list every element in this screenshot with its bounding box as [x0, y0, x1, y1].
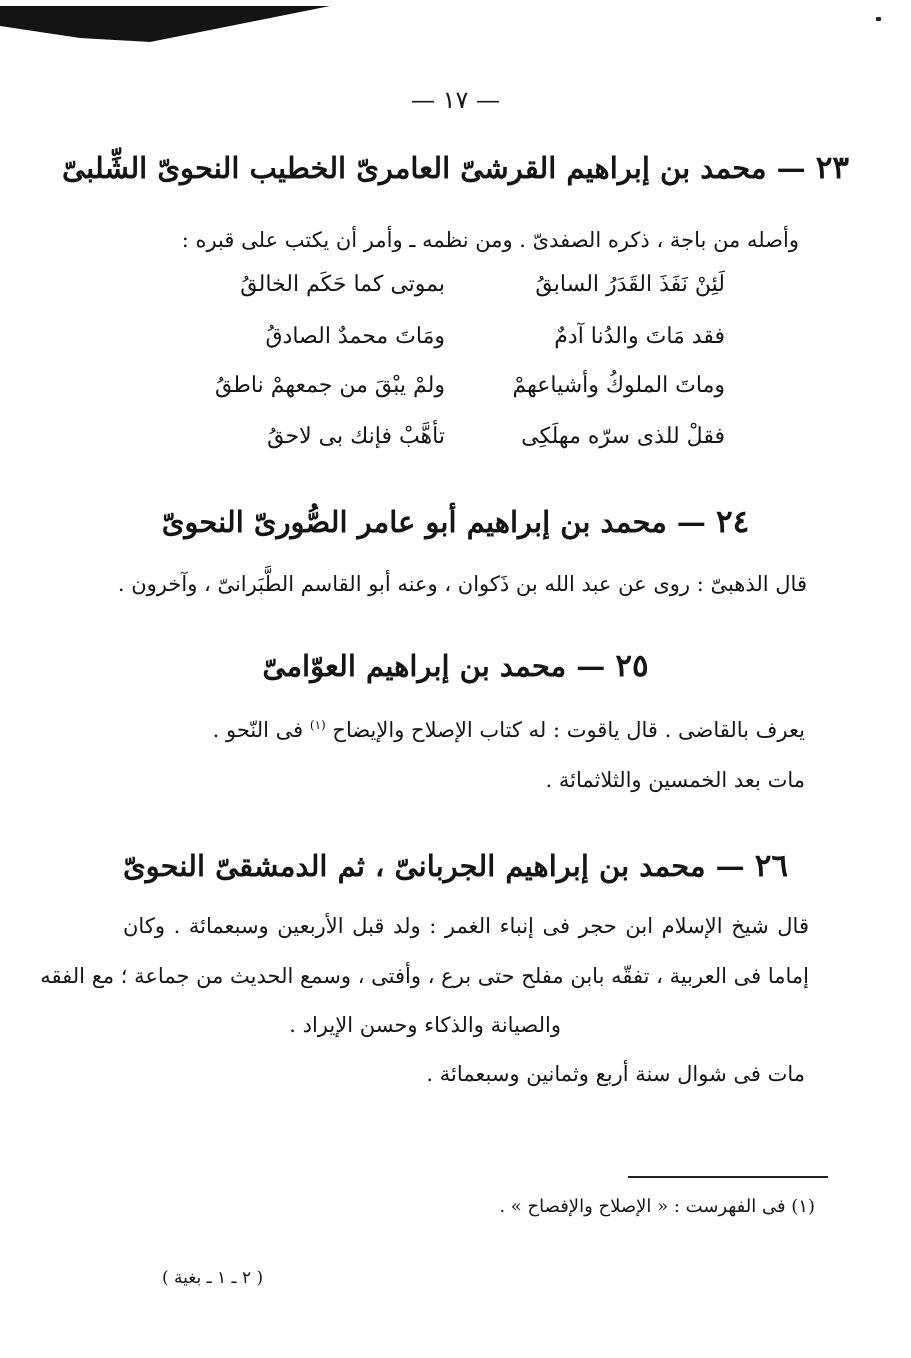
- entry-number: ٢٥: [615, 648, 649, 684]
- page-number: — ١٧ —: [410, 86, 501, 114]
- verse-hemistich-first: لَئِنْ نَفَذَ القَدَرُ السابقُ: [535, 272, 725, 297]
- verse-hemistich-second: ولمْ يبْقَ من جمعهمْ ناطقُ: [215, 373, 445, 398]
- verse-hemistich-second: تأهَّبْ فإنك بى لاحقُ: [267, 424, 445, 449]
- entry-name: محمد بن إبراهيم أبو عامر الصُّورىّ النحوىّ: [161, 505, 667, 539]
- footnote: (١) فى الفهرست : « الإصلاح والإفصاح » .: [499, 1196, 815, 1217]
- body-text-continued: فى النّحو .: [212, 718, 304, 742]
- verse-hemistich-first: فقد مَاتَ والدُنا آدمٌ: [554, 324, 725, 349]
- entry-name: محمد بن إبراهيم الجربانىّ ، ثم الدمشقىّ النحوىّ: [122, 849, 706, 883]
- verse-line-2: [205, 324, 725, 356]
- entry-number: ٢٤: [715, 504, 750, 540]
- entry-24-body-line-1: قال الذهبىّ : روى عن عبد الله بن ذَكوان ، وعنه أبو القاسم الطَّبَرانىّ ، وآخرون .: [117, 572, 807, 596]
- scan-shadow-mark: [0, 0, 340, 48]
- entry-name: محمد بن إبراهيم العوّامىّ: [262, 649, 567, 683]
- entry-26-body-line-1: قال شيخ الإسلام ابن حجر فى إنباء الغمر : ولد قبل الأربعين وسبعمائة . وكان: [123, 914, 809, 938]
- verse-hemistich-first: فقلْ للذى سرّه مهلَكِى: [521, 424, 725, 449]
- verse-line-1: [205, 272, 725, 304]
- footnote-reference: (١): [309, 718, 326, 732]
- entry-number: ٢٦: [754, 848, 789, 884]
- body-text: يعرف بالقاضى . قال ياقوت : له كتاب الإصلاح والإيضاح: [332, 718, 805, 742]
- entry-heading-23: [60, 150, 851, 186]
- verse-line-4: [205, 424, 725, 456]
- entry-dash: —: [576, 649, 606, 683]
- entry-dash: —: [676, 505, 706, 539]
- verse-hemistich-second: ومَاتَ محمدٌ الصادقُ: [265, 324, 445, 349]
- entry-heading-26: [60, 848, 851, 884]
- entry-26-body-line-3: والصيانة والذكاء وحسن الإيراد .: [289, 1013, 561, 1037]
- printer-signature: ( ٢ ـ ١ ـ بغية ): [162, 1268, 264, 1288]
- verse-hemistich-second: بموتى كما حَكَم الخالقُ: [240, 272, 445, 297]
- entry-23-body-line-1: وأصله من باجة ، ذكره الصفدىّ . ومن نظمه ـ وأمر أن يكتب على قبره :: [181, 228, 799, 252]
- entry-26-body-line-2: إماما فى العربية ، تفقّه بابن مفلح حتى برع ، وأفتى ، وسمع الحديث من جماعة ؛ مع الفقه: [40, 964, 809, 988]
- entry-25-body-line-2: مات بعد الخمسين والثلاثمائة .: [545, 768, 805, 792]
- entry-number: ٢٣: [815, 150, 850, 186]
- entry-heading-25: [60, 648, 851, 684]
- entry-dash: —: [776, 151, 806, 185]
- verse-line-3: [205, 373, 725, 405]
- entry-heading-24: [60, 504, 851, 540]
- entry-dash: —: [715, 849, 745, 883]
- verse-hemistich-first: وماتَ الملوكُ وأشياعهمْ: [512, 373, 725, 398]
- entry-name: محمد بن إبراهيم القرشىّ العامرىّ الخطيب النحوىّ الشِّلبىّ: [61, 151, 767, 185]
- scan-speck: [876, 17, 881, 21]
- entry-26-body-line-4: مات فى شوال سنة أربع وثمانين وسبعمائة .: [426, 1062, 805, 1086]
- entry-25-body-line-1: [213, 718, 805, 742]
- footnote-separator: [628, 1176, 828, 1178]
